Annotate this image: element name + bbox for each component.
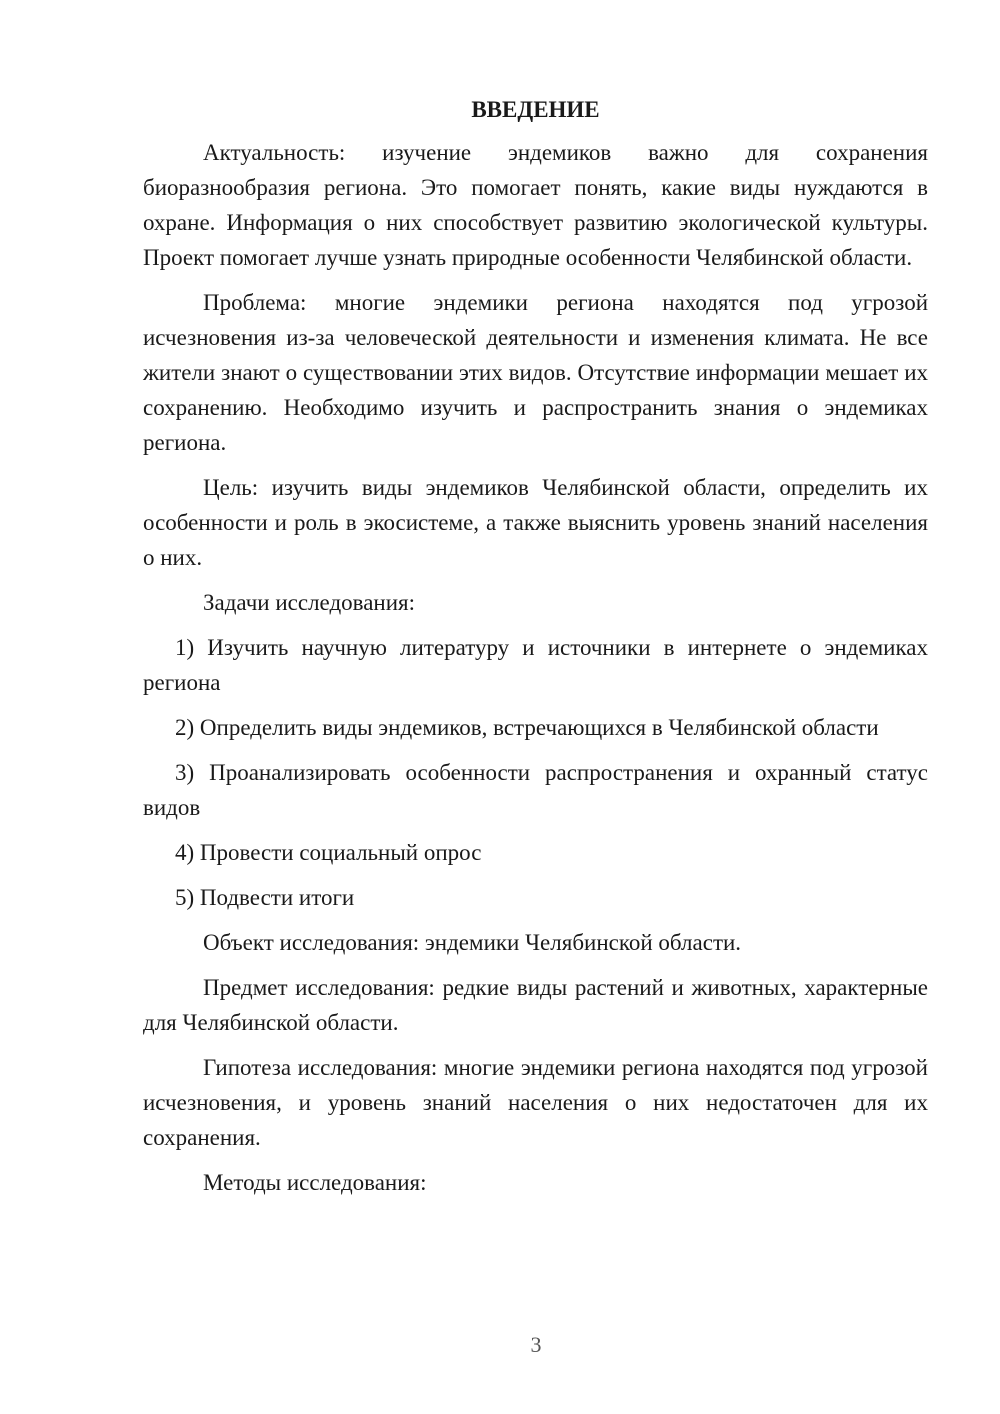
task-item: 1) Изучить научную литературу и источники в интернете о эндемиках региона xyxy=(143,635,928,695)
task-item: 4) Провести социальный опрос xyxy=(175,840,482,865)
methods-heading: Методы исследования: xyxy=(203,1170,427,1195)
subject-paragraph: Предмет исследования: редкие виды растений и животных, характерные для Челябинской области. xyxy=(143,975,928,1035)
task-item: 5) Подвести итоги xyxy=(175,885,355,910)
goal-paragraph: Цель: изучить виды эндемиков Челябинской области, определить их особенности и роль в экосистеме, а также выяснить уровень знаний населения о них. xyxy=(143,475,928,570)
task-item: 2) Определить виды эндемиков, встречающихся в Челябинской области xyxy=(175,715,879,740)
task-item: 3) Проанализировать особенности распространения и охранный статус видов xyxy=(143,760,928,820)
hypothesis-paragraph: Гипотеза исследования: многие эндемики региона находятся под угрозой исчезновения, и уровень знаний населения о них недостаточен для их сохранения. xyxy=(143,1055,928,1150)
page-title: ВВЕДЕНИЕ xyxy=(471,97,600,122)
tasks-heading: Задачи исследования: xyxy=(203,590,416,615)
relevance-paragraph: Актуальность: изучение эндемиков важно для сохранения биоразнообразия региона. Это помогает понять, какие виды нуждаются в охране. Информация о них способствует развитию экологической культуры. Проект помогает лучше узнать природные особенности Челябинской области. xyxy=(143,140,928,270)
problem-paragraph: Проблема: многие эндемики региона находятся под угрозой исчезновения из-за человеческой деятельности и изменения климата. Не все жители знают о существовании этих видов. Отсутствие информации мешает их сохранению. Необходимо изучить и распространить знания о эндемиках региона. xyxy=(143,290,928,455)
page-content xyxy=(143,92,928,1210)
object-paragraph: Объект исследования: эндемики Челябинской области. xyxy=(203,930,742,955)
page-number: 3 xyxy=(530,1332,542,1357)
